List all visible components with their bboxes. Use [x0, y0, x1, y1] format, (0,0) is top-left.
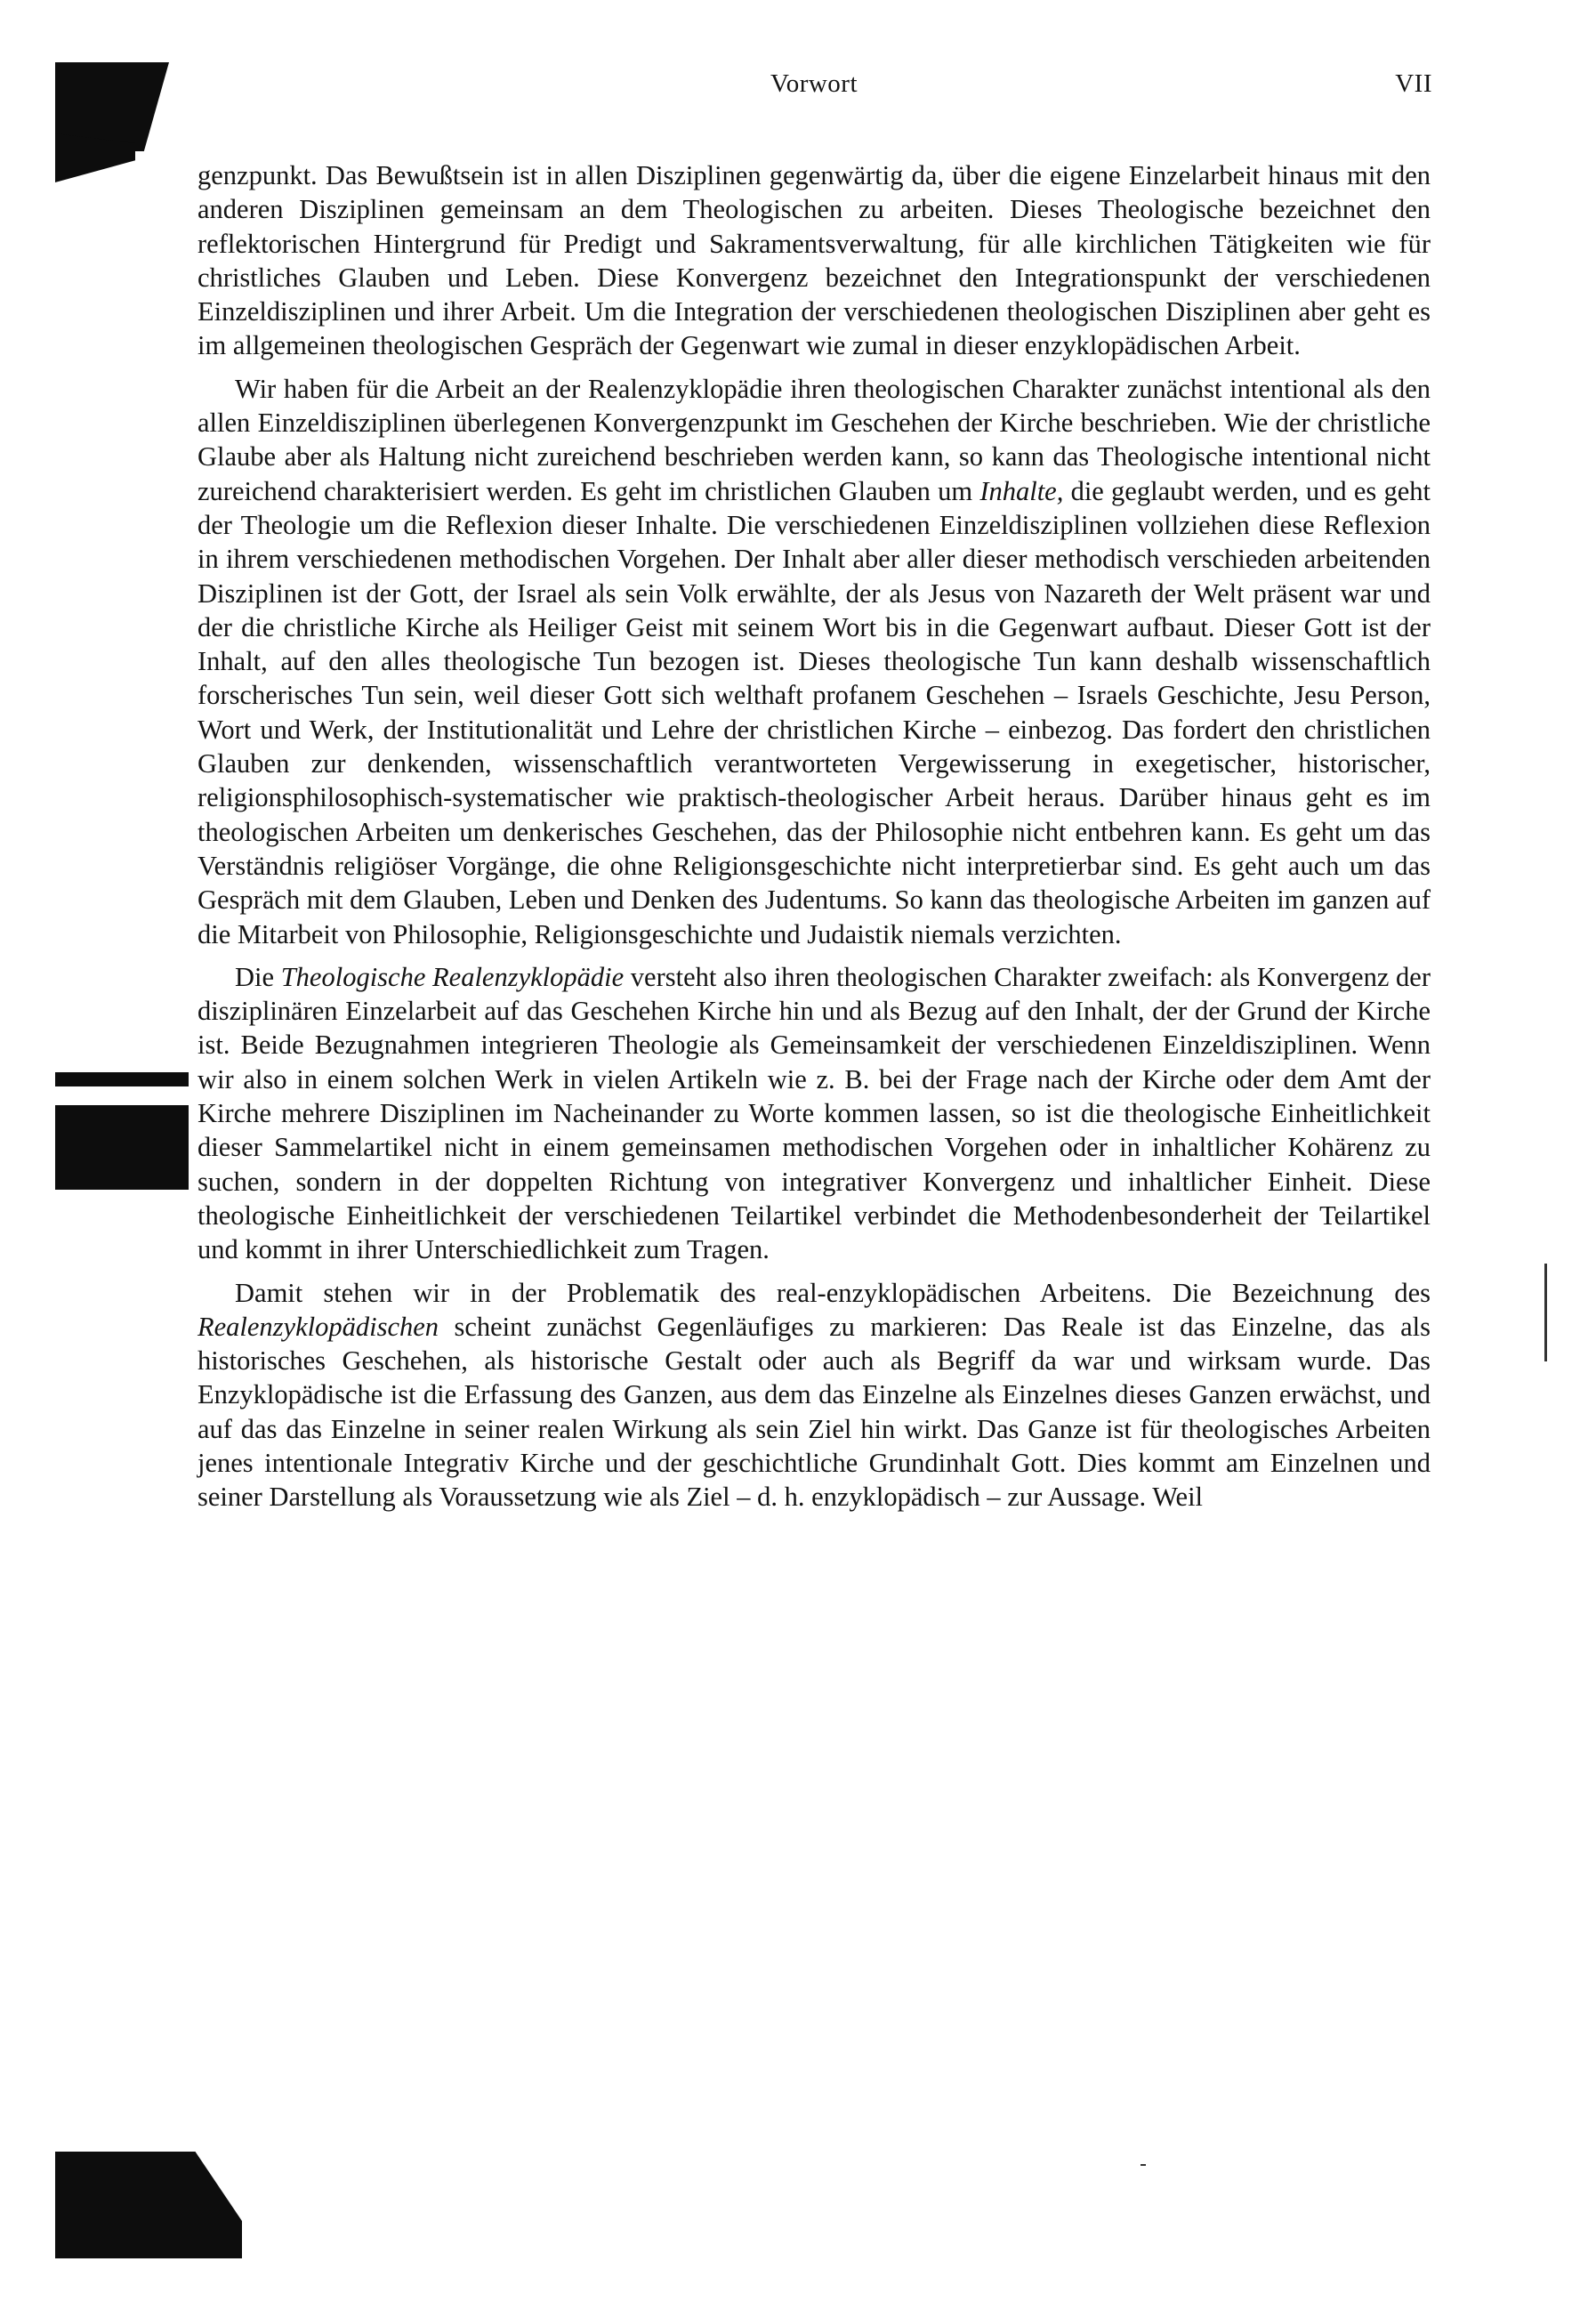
margin-rule — [1544, 1264, 1547, 1361]
paragraph — [197, 158, 1431, 363]
emphasis-text: Inhalte, — [979, 475, 1064, 506]
paragraph — [197, 372, 1431, 951]
paragraph-text: versteht also ihren theologischen Charakter zweifach: als Konvergenz der disziplinären Einzelarbeit auf das Geschehen Kirche hin und als Bezug auf den Inhalt, der der Grund der Kirche ist. Beide Bezugnahmen integrieren Theologie als Gemeinsamkeit der verschiedenen Einzeldisziplinen. Wenn wir also in einem solchen Werk in vielen Artikeln wie z. B. bei der Frage nach der Kirche oder dem Amt der Kirche mehrere Disziplinen im Nacheinander zu Worte kommen lassen, so ist die theologische Einheitlichkeit dieser Sammelartikel nicht in einem gemeinsamen methodischen Vorgehen oder in inhaltlicher Kohärenz zu suchen, sondern in der doppelten Richtung von integrativer Konvergenz und inhaltlicher Einheit. Diese theologische Einheitlichkeit der verschiedenen Teilartikel verbindet die Methodenbesonderheit der Teilartikel und kommt in ihrer Unterschiedlichkeit zum Tragen. — [197, 961, 1431, 1265]
scan-artifact — [55, 2152, 242, 2258]
paragraph-text: die geglaubt werden, und es geht der Theologie um die Reflexion dieser Inhalte. Die verschiedenen Einzeldisziplinen vollziehen diese Reflexion in ihrem verschiedenen methodischen Vorgehen. Der Inhalt aber aller dieser methodisch verschieden arbeitenden Disziplinen ist der Gott, der Israel als sein Volk erwählte, der als Jesus von Nazareth der Welt präsent war und der die christliche Kirche als Heiliger Geist mit seinem Wort bis in die Gegenwart aufbaut. Dieser Gott ist der Inhalt, auf den alles theologische Tun bezogen ist. Dieses theologische Tun kann deshalb wissenschaftlich forscherisches Tun sein, weil dieser Gott sich welthaft profanem Geschehen – Israels Geschichte, Jesu Person, Wort und Werk, der Institutionalität und Lehre der christlichen Kirche – einbezog. Das fordert den christlichen Glauben zur denkenden, wissenschaftlich verantworteten Vergewisserung in exegetischer, historischer, religionsphilosophisch-systematischer wie praktisch-theologischer Arbeit heraus. Darüber hinaus geht es im theologischen Arbeiten um denkerisches Geschehen, das der Philosophie nicht entbehren kann. Es geht um das Verständnis religiöser Vorgänge, die ohne Religionsgeschichte nicht interpretierbar sind. Es geht auch um das Gespräch mit dem Glauben, Leben und Denken des Judentums. So kann das theologische Arbeiten im ganzen auf die Mitarbeit von Philosophie, Religionsgeschichte und Judaistik niemals verzichten. — [197, 475, 1431, 949]
speck — [1141, 2164, 1146, 2166]
emphasis-text: Theologische Realenzyklopädie — [280, 961, 625, 992]
scan-artifact — [55, 1072, 189, 1086]
running-title: Vorwort — [770, 69, 858, 98]
paragraph-text: Die — [235, 961, 281, 992]
paragraph — [197, 1276, 1431, 1514]
page-number: VII — [1395, 69, 1432, 98]
paragraph-text: genzpunkt. Das Bewußtsein ist in allen Disziplinen gegenwärtig da, über die eigene Einzelarbeit hinaus mit den anderen Disziplinen gemeinsam an dem Theologischen zu arbeiten. Dieses Theologische bezeichnet den reflektorischen Hintergrund für Predigt und Sakramentsverwaltung, für alle kirchlichen Tätigkeiten wie für christliches Glauben und Leben. Diese Konvergenz bezeichnet den Integrationspunkt der verschiedenen Einzeldisziplinen und ihrer Arbeit. Um die Integration der verschiedenen theologischen Disziplinen aber geht es im allgemeinen theologischen Gespräch der Gegenwart wie zumal in dieser enzyklopädischen Arbeit. — [197, 160, 1431, 361]
paragraph — [197, 960, 1431, 1267]
paragraph-text: Wir haben für die Arbeit an der Realenzyklopädie ihren theologischen Charakter zunächst intentional als den allen Einzeldisziplinen überlegenen Konvergenzpunkt im Geschehen der Kirche beschrieben. Wie der christliche Glaube aber als Haltung nicht zureichend beschrieben werden kann, so kann das Theologische intentional nicht zureichend charakterisiert werden. Es geht im christlichen Glauben um — [197, 373, 1431, 506]
scan-artifact — [55, 1105, 189, 1190]
emphasis-text: Realenzyklopädischen — [197, 1311, 439, 1342]
paragraph-text: scheint zunächst Gegenläufiges zu markieren: Das Reale ist das Einzelne, das als historisches Geschehen, als historische Gestalt oder auch als Begriff da war und wirksam wurde. Das Enzyklopädische ist die Erfassung des Ganzen, aus dem das Einzelne als Einzelnes dieses Ganzen erwächst, und auf das das Einzelne in seiner realen Wirkung als sein Ziel hin wirkt. Das Ganze ist für theologisches Arbeiten jenes intentionale Integrativ Kirche und der geschichtliche Grundinhalt Gott. Dies kommt am Einzelnen und seiner Darstellung als Voraussetzung wie als Ziel – d. h. enzyklopädisch – zur Aussage. Weil — [197, 1311, 1431, 1513]
paragraph-text: Damit stehen wir in der Problematik des real-enzyklopädischen Arbeitens. Die Bezeichnung des — [235, 1277, 1431, 1308]
running-head — [196, 69, 1432, 105]
body-text — [197, 158, 1431, 1523]
